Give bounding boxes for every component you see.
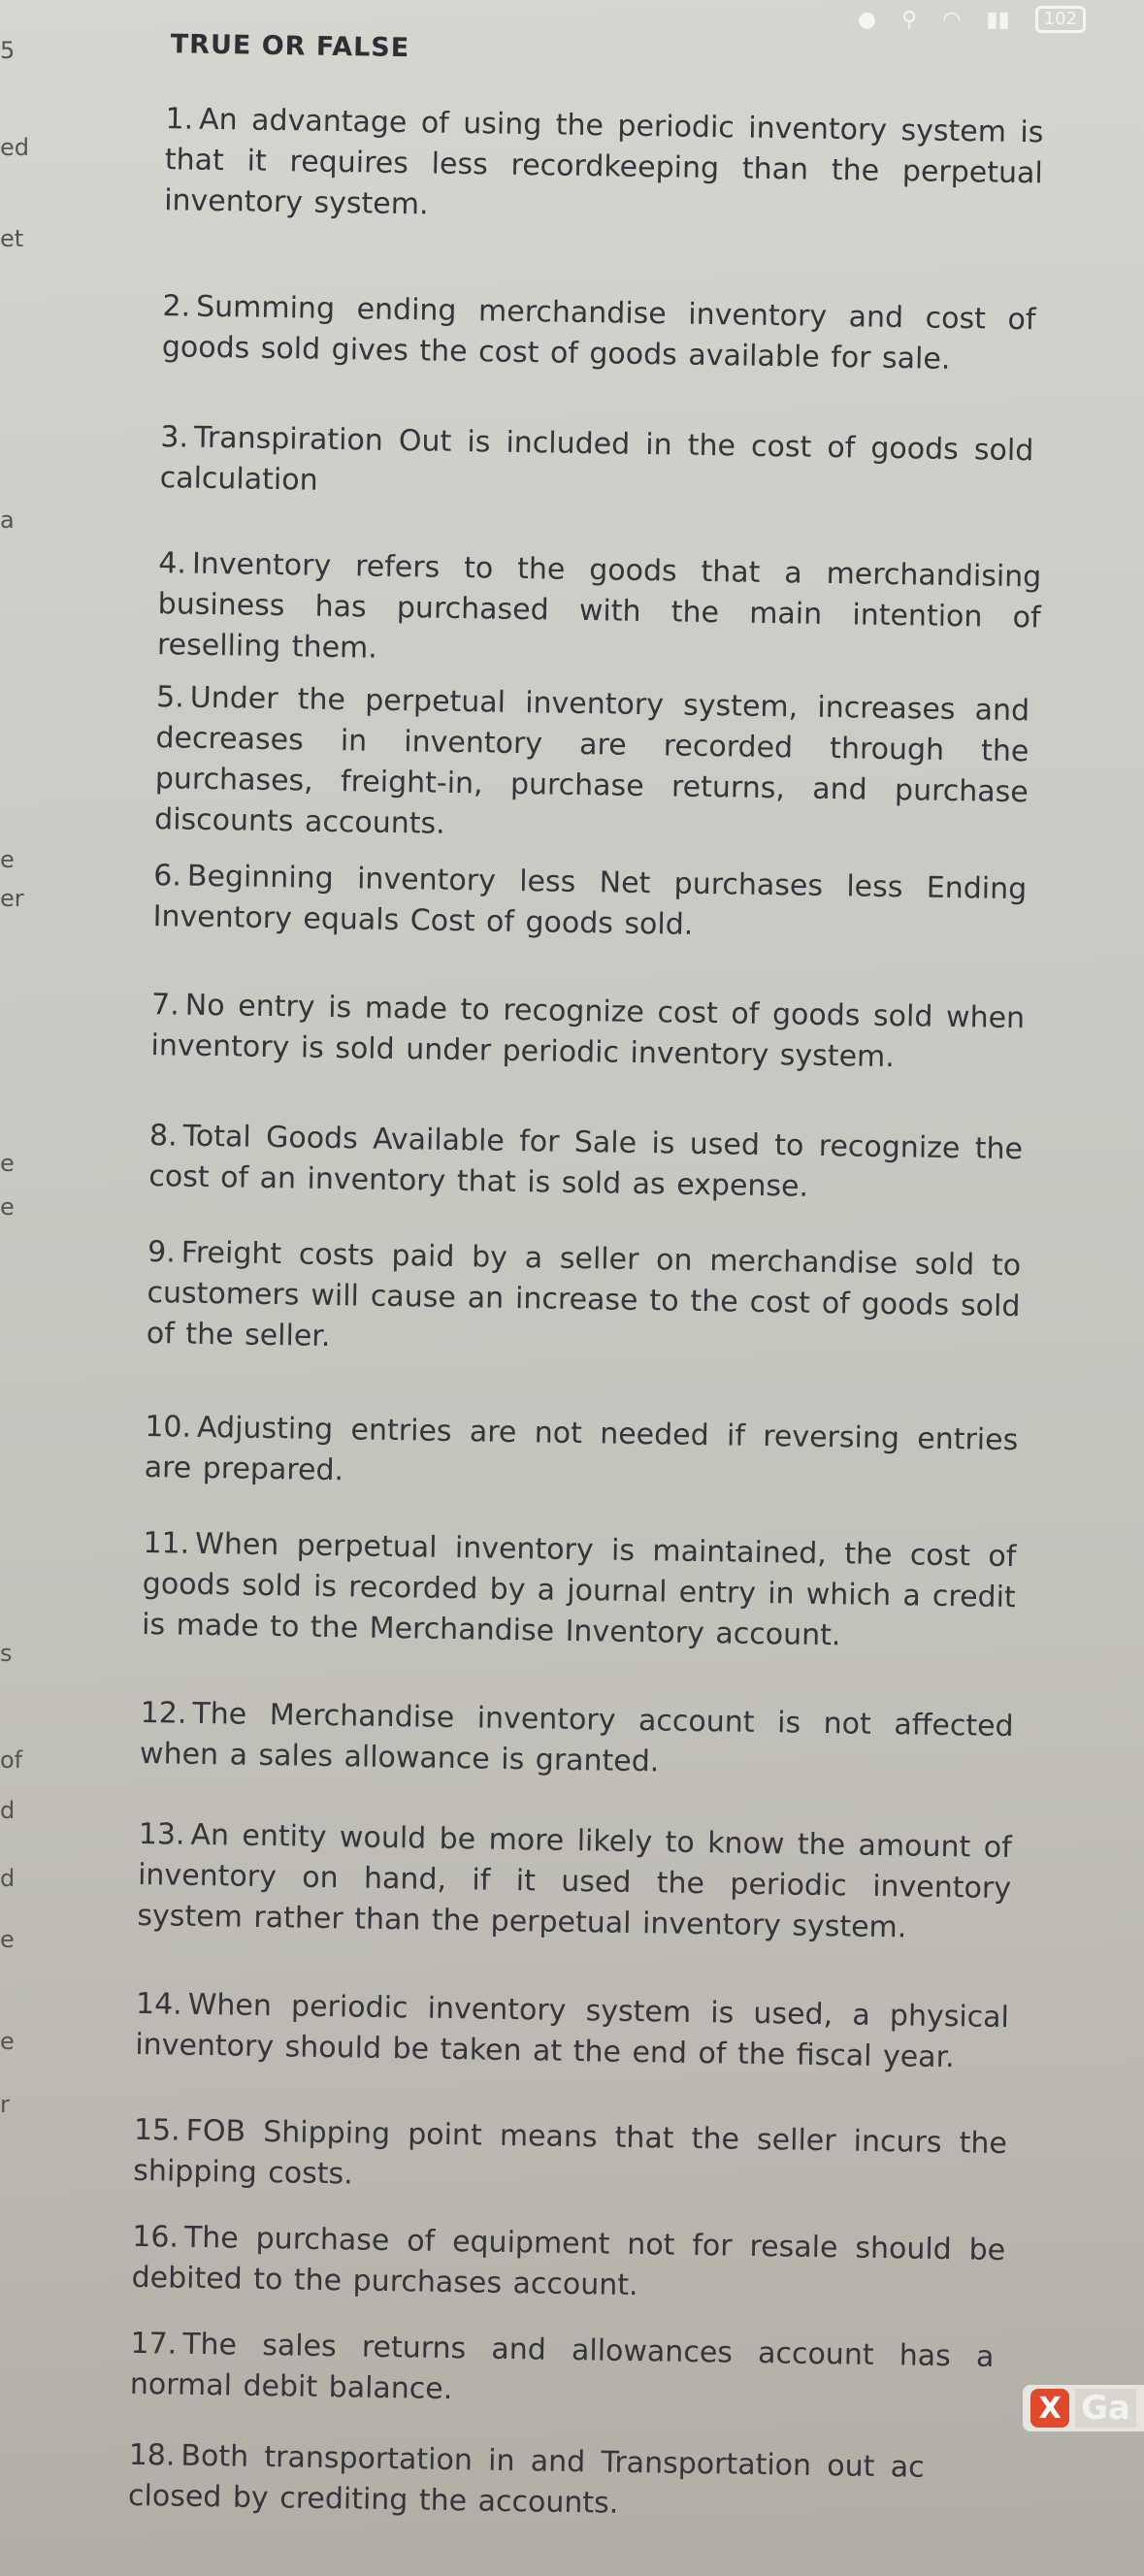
left-margin-fragment: et [0,225,24,252]
question-item [154,677,1030,854]
question-text: FOB Shipping point means that the seller incurs the shipping costs. [133,2113,1008,2192]
question-number: 7. [150,988,180,1023]
question-number: 18. [128,2437,176,2473]
alarm-icon: ● [857,7,877,32]
battery-icon [1035,6,1086,33]
question-text: Freight costs paid by a seller on merchandise sold to customers will cause an increase to the cost of goods sold of the seller. [146,1235,1022,1353]
question-number: 8. [148,1119,178,1154]
badge-label: Ga [1075,2389,1136,2428]
question-text: The Merchandise inventory account is not affected when a sales allowance is granted. [139,1696,1014,1779]
question-number: 2. [162,289,191,324]
question-item [150,985,1025,1080]
question-number: 4. [158,546,187,581]
question-number: 3. [160,420,189,455]
left-margin-fragment: e [0,1926,15,1953]
left-margin-fragment: of [0,1746,23,1774]
left-margin-fragment: a [0,506,15,534]
question-number: 6. [153,859,182,894]
question-text: The sales returns and allowances account has a normal debit balance. [129,2327,995,2407]
question-text: Under the perpetual inventory system, increases and decreases in inventory are recorded through the purchases, freight-in, purchase returns, and purchase discounts accounts. [153,680,1030,841]
question-text: An entity would be more likely to know the amount of inventory on hand, if it used the periodic inventory system rather than the perpetual inventory system. [137,1817,1012,1945]
question-number: 5. [155,680,185,715]
question-number: 10. [145,1410,192,1445]
left-margin-fragment: d [0,1797,16,1824]
wifi-icon: ◠ [942,7,962,32]
question-text: When periodic inventory system is used, a physical inventory should be taken at the end of the fiscal year. [135,1987,1010,2075]
question-number: 15. [133,2112,180,2148]
badge-letter: X [1038,2391,1062,2426]
question-text: Summing ending merchandise inventory and cost of goods sold gives the cost of goods available for sale. [161,289,1036,376]
left-margin-fragment: 5 [0,37,16,64]
signal-icon: ▮▮ [986,7,1010,32]
battery-level: 102 [1043,9,1077,29]
question-item [148,1116,1023,1211]
question-number: 16. [131,2219,180,2255]
left-margin-fragment: e [0,2028,15,2055]
question-text: Inventory refers to the goods that a merchandising business has purchased with the main intention of reselling them. [156,546,1042,666]
question-number: 12. [140,1695,187,1731]
question-text: No entry is made to recognize cost of goods sold when inventory is sold under periodic inventory system. [150,988,1026,1075]
question-text: An advantage of using the periodic inventory system is that it requires less recordkeeping than the perpetual inventory system. [163,102,1044,222]
question-number: 17. [130,2326,178,2362]
question-item [142,1523,1017,1659]
x-app-icon[interactable] [1030,2389,1069,2428]
question-item [130,2324,995,2419]
question-text: Total Goods Available for Sale is used to recognize the cost of an inventory that is sold as expense. [148,1119,1024,1204]
question-item [137,1814,1012,1950]
question-item [164,99,1044,235]
person-icon: ⚲ [901,7,918,32]
question-item [162,286,1036,381]
question-item [144,1407,1018,1502]
question-item [131,2217,1005,2312]
document-title: TRUE OR FALSE [170,29,410,64]
question-text: Beginning inventory less Net purchases less Ending Inventory equals Cost of goods sold. [152,859,1028,942]
left-margin-fragment: e [0,1193,15,1221]
question-item [133,2110,1007,2205]
left-margin-fragment: s [0,1640,13,1667]
question-number: 9. [147,1235,177,1270]
question-item [147,1232,1022,1368]
left-margin-fragment: er [0,885,24,912]
question-number: 1. [165,102,194,137]
question-item [140,1693,1014,1788]
status-bar [736,0,1144,39]
left-margin-fragment: e [0,846,15,873]
left-margin-fragment: ed [0,134,29,161]
question-text: When perpetual inventory is maintained, the cost of goods sold is recorded by a journal entry in which a credit is made to the Merchandise Inventory account. [141,1526,1017,1653]
question-text: Both transportation in and Transportation out ac closed by crediting the accounts. [127,2438,925,2521]
left-margin-fragment: d [0,1865,16,1892]
question-number: 13. [138,1816,185,1852]
question-text: Adjusting entries are not needed if reversing entries are prepared. [144,1410,1019,1488]
question-text: The purchase of equipment not for resale should be debited to the purchases account. [131,2220,1006,2303]
question-item [157,543,1042,679]
question-item [159,417,1033,512]
left-margin-fragment: e [0,1150,15,1177]
question-item [152,856,1027,951]
question-number: 14. [135,1986,183,2022]
question-number: 11. [143,1525,190,1561]
question-item [135,1984,1009,2079]
floating-app-badge[interactable] [1023,2385,1144,2431]
question-text: Transpiration Out is included in the cost of goods sold calculation [159,420,1034,498]
left-margin-fragment: r [0,2091,10,2118]
question-item [128,2435,925,2529]
